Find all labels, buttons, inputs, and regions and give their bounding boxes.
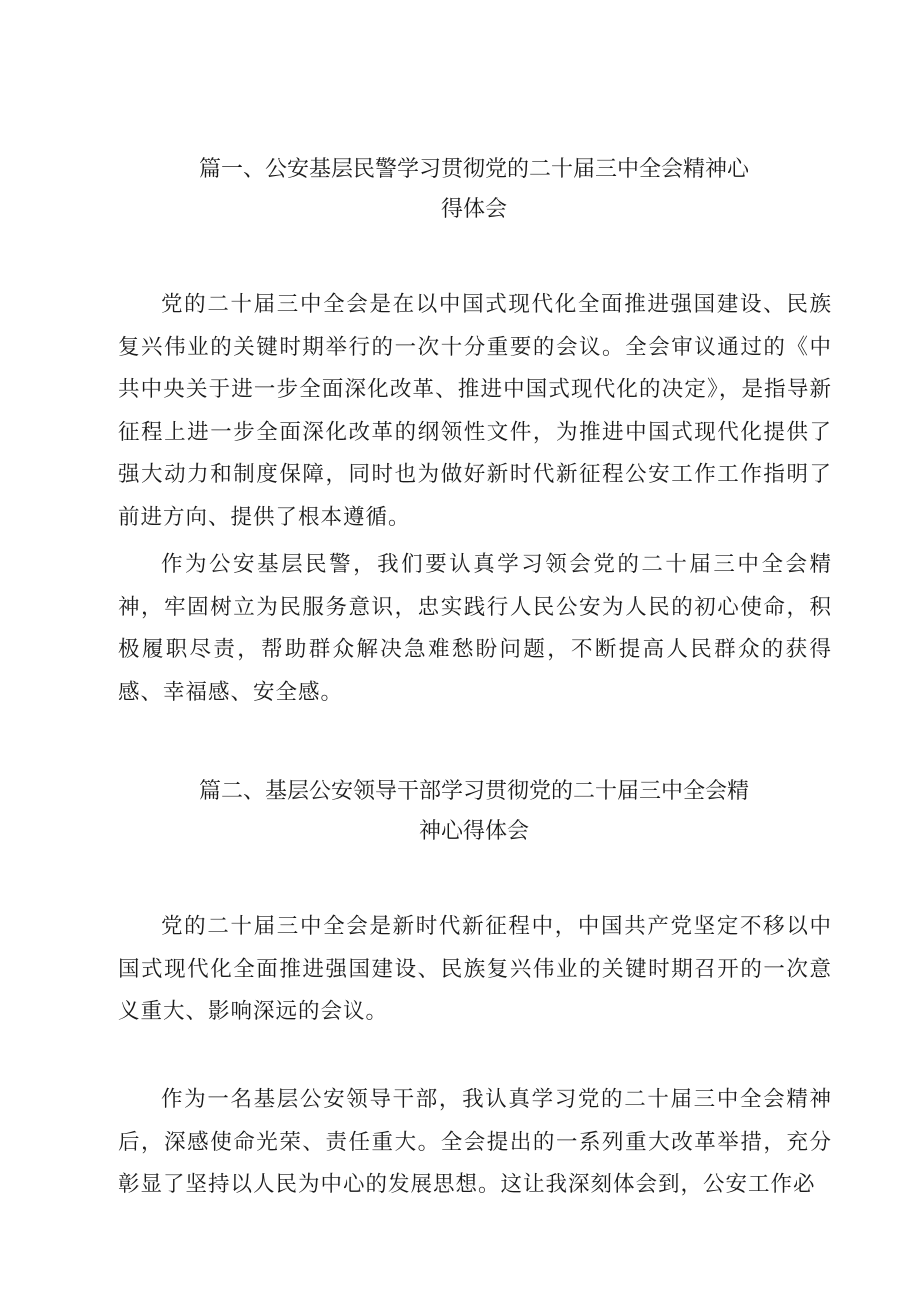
section1-title-line2: 得体会 <box>440 197 507 222</box>
section2-title-line1: 篇二、基层公安领导干部学习贯彻党的二十届三中全会精 <box>198 779 749 804</box>
section2-paragraph-2: 作为一名基层公安领导干部，我认真学习党的二十届三中全会精神后，深感使命光荣、责任重大。全会提出的一系列重大改革举措，充分彰显了坚持以人民为中心的发展思想。这让我深刻体会到，公安工作必 <box>118 1087 832 1197</box>
section1-title-line1: 篇一、公安基层民警学习贯彻党的二十届三中全会精神心 <box>198 157 749 182</box>
section2-paragraph-1: 党的二十届三中全会是新时代新征程中，中国共产党坚定不移以中国式现代化全面推进强国建设、民族复兴伟业的关键时期召开的一次意义重大、影响深远的会议。 <box>118 914 832 1024</box>
section1-paragraph-2: 作为公安基层民警，我们要认真学习领会党的二十届三中全会精神，牢固树立为民服务意识，忠实践行人民公安为人民的初心使命，积极履职尽责，帮助群众解决急难愁盼问题，不断提高人民群众的获得感、幸福感、安全感。 <box>118 552 832 705</box>
section2-title-line2: 神心得体会 <box>418 819 529 844</box>
section1-title <box>118 150 830 230</box>
section2-title <box>118 772 830 852</box>
section1-paragraph-1: 党的二十届三中全会是在以中国式现代化全面推进强国建设、民族复兴伟业的关键时期举行的一次十分重要的会议。全会审议通过的《中共中央关于进一步全面深化改革、推进中国式现代化的决定》，是指导新征程上进一步全面深化改革的纲领性文件，为推进中国式现代化提供了强大动力和制度保障，同时也为做好新时代新征程公安工作工作指明了前进方向、提供了根本遵循。 <box>118 292 832 530</box>
